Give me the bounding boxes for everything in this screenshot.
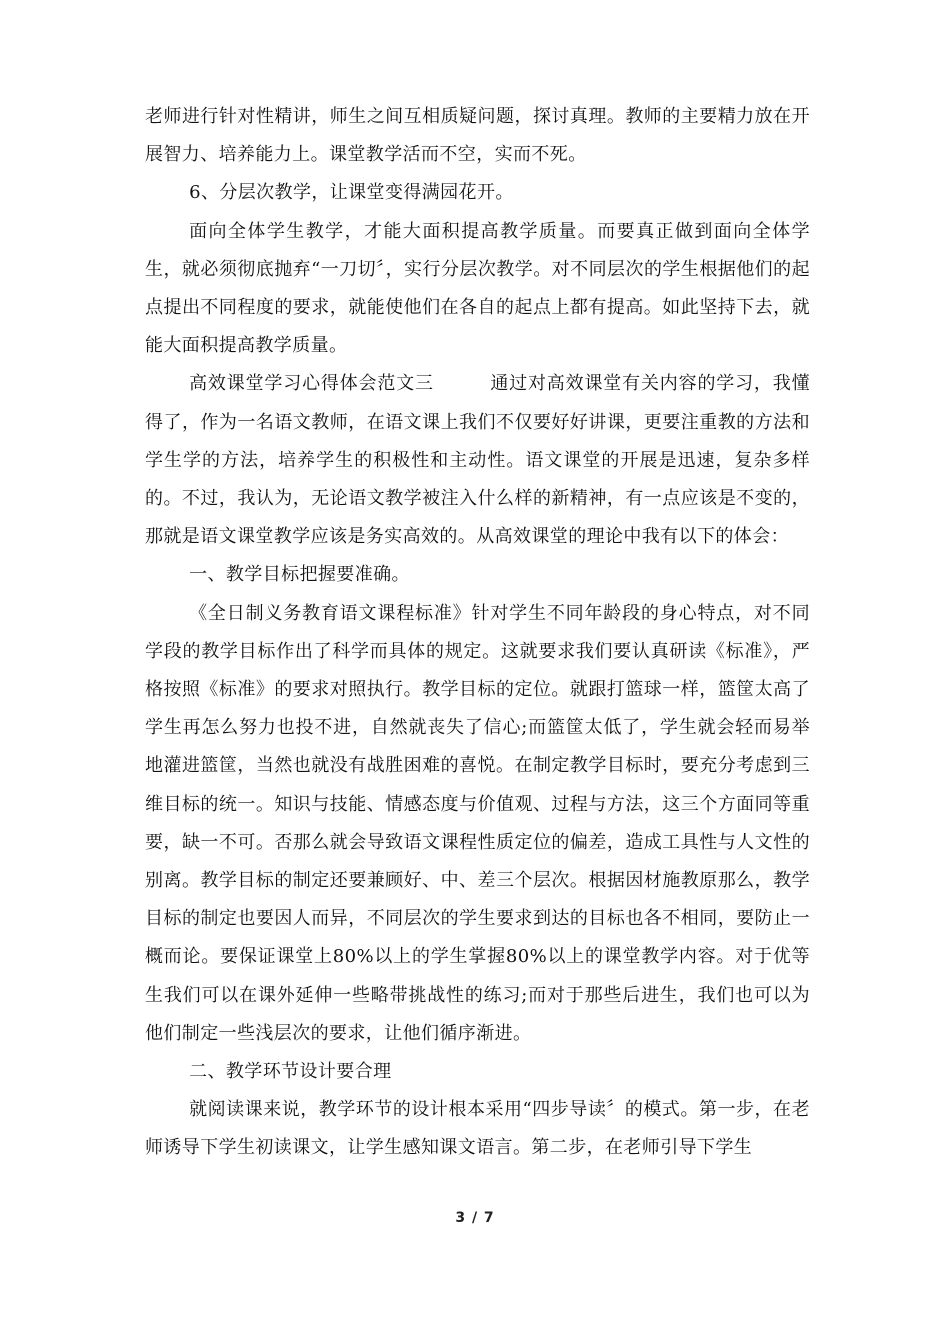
section-heading-2: 二、教学环节设计要合理 — [189, 1061, 392, 1083]
paragraph: 就阅读课来说，教学环节的设计根本采用“四步导读〞的模式。第一步，在老师诱导下学生初读课文，让学生感知课文语言。第二步，在老师引导下学生 — [145, 1099, 810, 1159]
paragraph: 《全日制义务教育语文课程标准》针对学生不同年龄段的身心特点，对不同学段的教学目标作出了科学而具体的规定。这就要求我们要认真研读《标准》，严格按照《标准》的要求对照执行。教学目标的定位。就跟打篮球一样，篮筐太高了学生再怎么努力也投不进，自然就丧失了信心;而篮筐太低了，学生就会轻而易举地灌进篮筐，当然也就没有战胜困难的喜悦。在制定教学目标时，要充分考虑到三维目标的统一。知识与技能、情感态度与价值观、过程与方法，这三个方面同等重要，缺一不可。否那么就会导致语文课程性质定位的偏差，造成工具性与人文性的别离。教学目标的制定还要兼顾好、中、差三个层次。根据因材施教原那么，教学目标的制定也要因人而异，不同层次的学生要求到达的目标也各不相同，要防止一概而论。要保证课堂上80%以上的学生掌握80%以上的课堂教学内容。对于优等生我们可以在课外延伸一些略带挑战性的练习;而对于那些后进生，我们也可以为他们制定一些浅层次的要求，让他们循序渐进。 — [145, 602, 810, 1044]
essay-opening: 通过对高效课堂有关内容的学习，我懂得了，作为一名语文教师，在语文课上我们不仅要好好讲课，更要注重教的方法和学生学的方法，培养学生的积极性和主动性。语文课堂的开展是迅速，复杂多样的。不过，我认为，无论语文教学被注入什么样的新精神，有一点应该是不变的，那就是语文课堂教学应该是务实高效的。从高效课堂的理论中我有以下的体会： — [145, 373, 810, 548]
paragraph-continuation: 老师进行针对性精讲，师生之间互相质疑问题，探讨真理。教师的主要精力放在开展智力、培养能力上。课堂教学活而不空，实而不死。 — [145, 106, 810, 166]
section-heading-1: 一、教学目标把握要准确。 — [189, 564, 410, 586]
page-number: 3 / 7 — [455, 1210, 495, 1226]
essay-title: 高效课堂学习心得体会范文三 — [189, 373, 434, 395]
section-heading-6: 6、分层次教学，让课堂变得满园花开。 — [189, 182, 514, 204]
document-body — [145, 98, 810, 1168]
paragraph: 面向全体学生教学，才能大面积提高教学质量。而要真正做到面向全体学生，就必须彻底抛弃“一刀切〞，实行分层次教学。对不同层次的学生根据他们的起点提出不同程度的要求，就能使他们在各自的起点上都有提高。如此坚持下去，就能大面积提高教学质量。 — [145, 220, 810, 357]
essay-intro-paragraph — [145, 365, 810, 556]
